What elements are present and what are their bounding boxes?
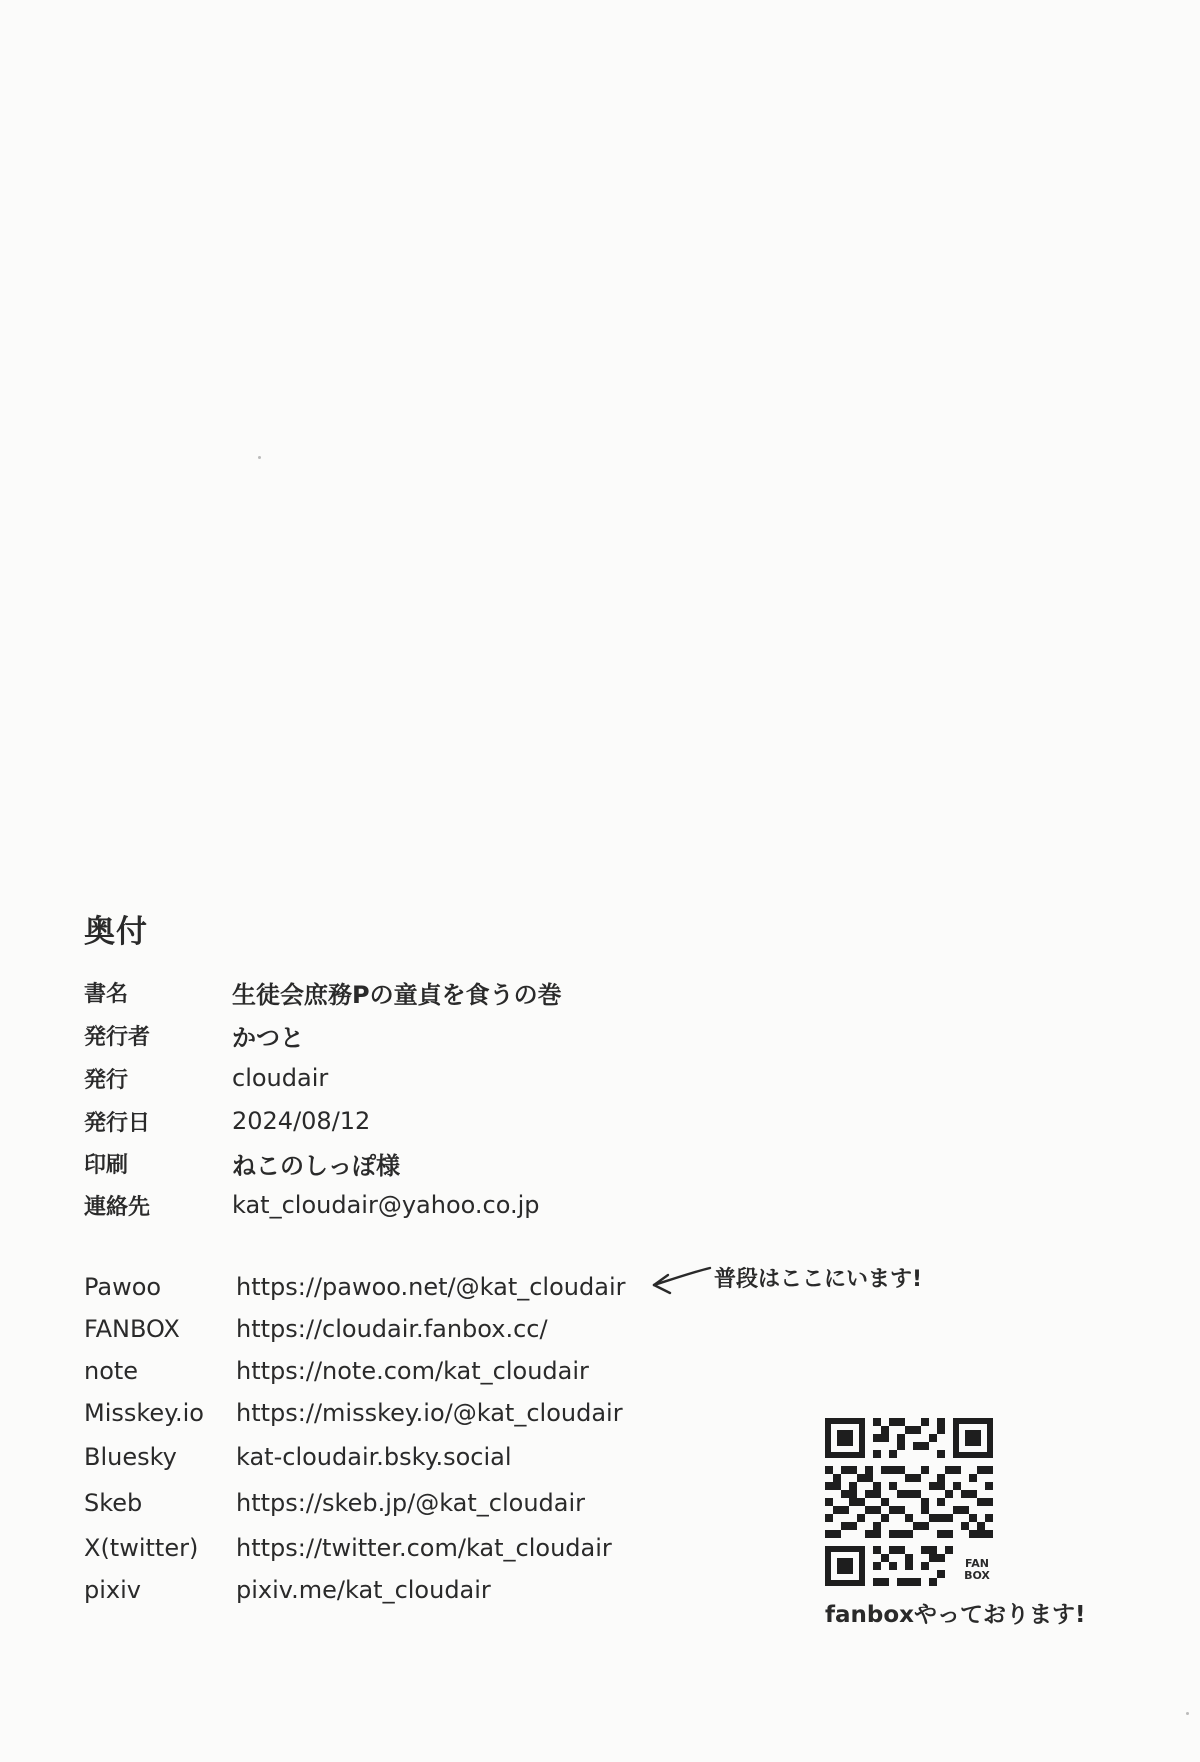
book-title: 生徒会庶務Pの童貞を食うの巻 — [232, 980, 562, 1009]
colophon-title: 奥付 — [84, 914, 148, 950]
qr-caption: fanboxやっております! — [825, 1602, 1086, 1628]
info-label: 発行者 — [84, 1024, 151, 1050]
link-label: pixiv — [84, 1576, 141, 1604]
arrow-icon — [648, 1258, 718, 1308]
link-row-pixiv — [84, 1572, 491, 1608]
scan-speck — [1186, 1712, 1189, 1715]
info-label: 印刷 — [84, 1152, 129, 1178]
fanbox-logo — [961, 1554, 993, 1586]
author-name: かつと — [232, 1023, 304, 1052]
info-row-date — [84, 1103, 370, 1139]
info-label: 発行日 — [84, 1110, 151, 1136]
pixiv-link[interactable]: pixiv.me/kat_cloudair — [236, 1576, 491, 1604]
link-label: FANBOX — [84, 1315, 180, 1343]
skeb-link[interactable]: https://skeb.jp/@kat_cloudair — [236, 1489, 586, 1517]
publisher-name: cloudair — [232, 1064, 329, 1092]
link-row-note — [84, 1353, 589, 1389]
link-label: note — [84, 1357, 139, 1385]
info-row-publisher — [84, 1060, 328, 1096]
link-label: Skeb — [84, 1489, 143, 1517]
fanbox-qr-code[interactable] — [825, 1418, 993, 1586]
contact-email[interactable]: kat_cloudair@yahoo.co.jp — [232, 1191, 540, 1219]
info-row-author — [84, 1017, 304, 1053]
fanbox-logo-line: FAN — [965, 1557, 989, 1570]
annotation-text: 普段はここにいます! — [714, 1267, 923, 1292]
link-label: Bluesky — [84, 1443, 177, 1471]
info-label: 連絡先 — [84, 1194, 151, 1220]
printer-name: ねこのしっぽ様 — [232, 1151, 400, 1180]
bluesky-link[interactable]: kat-cloudair.bsky.social — [236, 1443, 512, 1471]
pawoo-annotation — [648, 1258, 948, 1318]
misskey-link[interactable]: https://misskey.io/@kat_cloudair — [236, 1399, 623, 1427]
note-link[interactable]: https://note.com/kat_cloudair — [236, 1357, 589, 1385]
info-label: 発行 — [84, 1067, 129, 1093]
link-row-misskey — [84, 1395, 623, 1431]
link-row-pawoo — [84, 1269, 625, 1305]
info-label: 書名 — [84, 981, 129, 1007]
link-row-fanbox — [84, 1311, 548, 1347]
link-row-skeb — [84, 1485, 585, 1521]
fanbox-logo-line: BOX — [964, 1569, 990, 1582]
info-row-title — [84, 974, 562, 1010]
link-row-bluesky — [84, 1439, 512, 1475]
info-row-printer — [84, 1145, 400, 1181]
link-label: X(twitter) — [84, 1534, 199, 1562]
fanbox-link[interactable]: https://cloudair.fanbox.cc/ — [236, 1315, 548, 1343]
info-row-contact — [84, 1187, 540, 1223]
twitter-link[interactable]: https://twitter.com/kat_cloudair — [236, 1534, 612, 1562]
pawoo-link[interactable]: https://pawoo.net/@kat_cloudair — [236, 1273, 626, 1301]
scan-speck — [258, 456, 261, 459]
publish-date: 2024/08/12 — [232, 1107, 371, 1135]
link-label: Pawoo — [84, 1273, 162, 1301]
link-label: Misskey.io — [84, 1399, 204, 1427]
link-row-twitter — [84, 1530, 612, 1566]
